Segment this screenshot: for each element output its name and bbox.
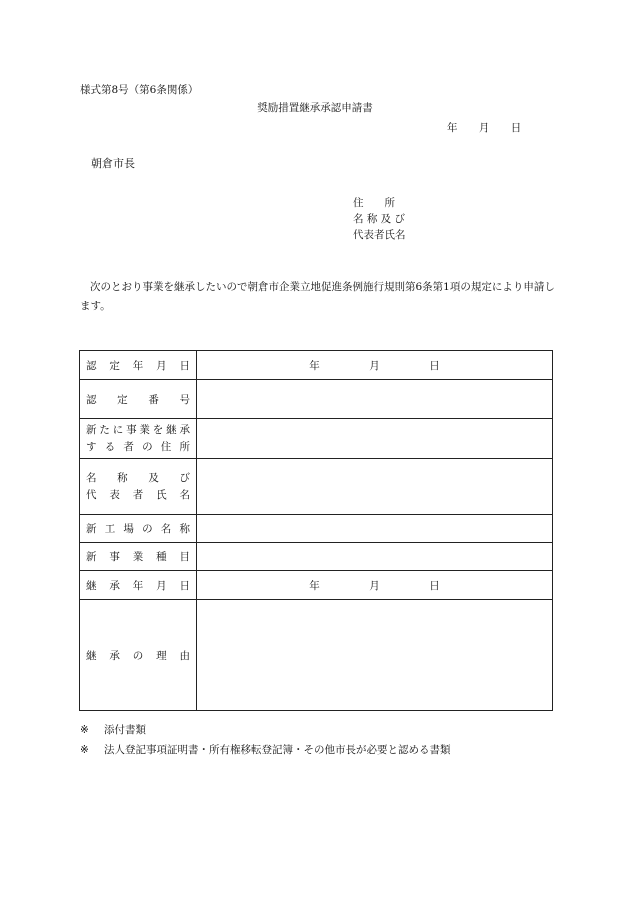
input-field[interactable] bbox=[197, 515, 553, 543]
row-label: 新 工 場 の 名 称 bbox=[80, 515, 197, 543]
date-unit-month: 月 bbox=[369, 359, 380, 372]
row-label: 認 定 年 月 日 bbox=[80, 351, 197, 380]
date-unit-day: 日 bbox=[429, 359, 440, 372]
document-title: 奨励措置継承承認申請書 bbox=[257, 102, 373, 114]
row-label: 継 承 年 月 日 bbox=[80, 571, 197, 600]
table-row bbox=[80, 515, 553, 543]
input-field[interactable] bbox=[197, 380, 553, 419]
row-label: 新 事 業 種 目 bbox=[80, 543, 197, 571]
addressee: 朝倉市長 bbox=[91, 157, 135, 170]
header-date bbox=[447, 120, 539, 135]
applicant-block bbox=[353, 195, 406, 243]
table-row bbox=[80, 351, 553, 380]
date-field[interactable] bbox=[197, 351, 553, 380]
date-unit-day: 日 bbox=[429, 579, 440, 592]
form-number: 様式第8号（第6条関係） bbox=[80, 84, 199, 96]
note-documents: ※ 法人登記事項証明書・所有権移転登記簿・その他市長が必要と認める書類 bbox=[80, 744, 451, 756]
header-date-month: 月 bbox=[478, 122, 490, 134]
applicant-name-label-2: 代表者氏名 bbox=[353, 229, 406, 241]
row-label: 名 称 及 び 代 表 者 氏 名 bbox=[80, 459, 197, 515]
header-date-day: 日 bbox=[510, 122, 522, 134]
applicant-address-label: 住 所 bbox=[353, 197, 395, 209]
date-unit-year: 年 bbox=[309, 579, 320, 592]
row-label: 新たに事業を継承 する者の住所 bbox=[80, 419, 197, 459]
applicant-name-label-1: 名 称 及 び bbox=[353, 213, 406, 225]
table-row bbox=[80, 543, 553, 571]
table-row bbox=[80, 419, 553, 459]
table-row bbox=[80, 380, 553, 419]
date-unit-month: 月 bbox=[369, 579, 380, 592]
input-field[interactable] bbox=[197, 459, 553, 515]
application-table bbox=[79, 350, 553, 711]
row-label: 認 定 番 号 bbox=[80, 380, 197, 419]
input-field[interactable] bbox=[197, 419, 553, 459]
table-row bbox=[80, 459, 553, 515]
notes bbox=[80, 720, 451, 760]
table-row bbox=[80, 571, 553, 600]
input-field[interactable] bbox=[197, 600, 553, 711]
row-label: 継 承 の 理 由 bbox=[80, 600, 197, 711]
table-row bbox=[80, 600, 553, 711]
note-attachments: ※ 添付書類 bbox=[80, 724, 146, 736]
date-unit-year: 年 bbox=[309, 359, 320, 372]
date-field[interactable] bbox=[197, 571, 553, 600]
header-date-year: 年 bbox=[447, 122, 458, 134]
input-field[interactable] bbox=[197, 543, 553, 571]
body-text: 次のとおり事業を継承したいので朝倉市企業立地促進条例施行規則第6条第1項の規定により申請します。 bbox=[80, 281, 555, 312]
